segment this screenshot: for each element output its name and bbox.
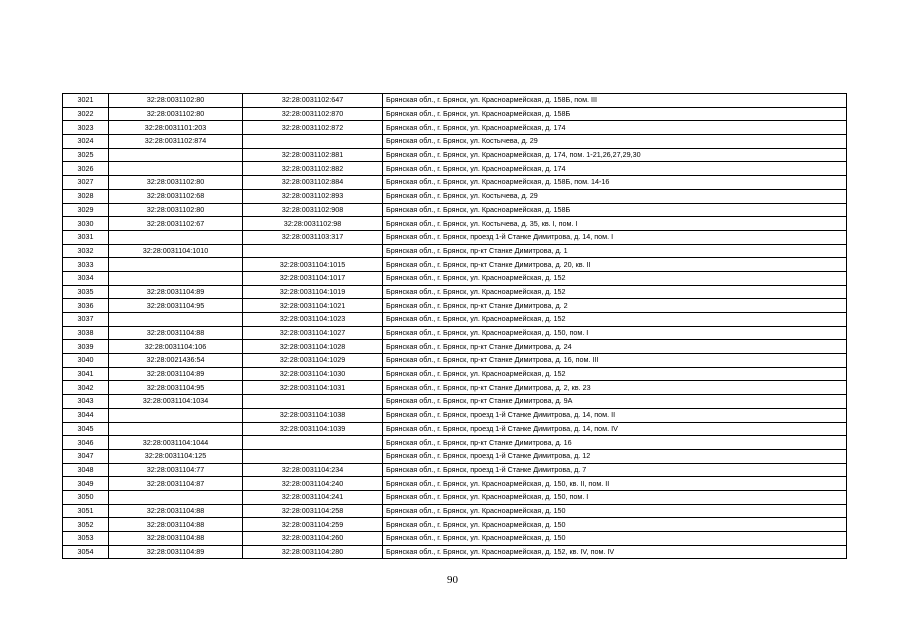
land-cadastral-number-cell: 32:28:0031104:1010 [109, 244, 243, 258]
row-number-cell: 3032 [63, 244, 109, 258]
address-cell: Брянская обл., г. Брянск, проезд 1-й Станке Димитрова, д. 14, пом. IV [383, 422, 847, 436]
land-cadastral-number-cell: 32:28:0031104:95 [109, 299, 243, 313]
table-row [63, 326, 847, 340]
row-number-cell: 3039 [63, 340, 109, 354]
address-cell: Брянская обл., г. Брянск, ул. Красноармейская, д. 150, пом. I [383, 326, 847, 340]
address-cell: Брянская обл., г. Брянск, ул. Красноармейская, д. 150, кв. II, пом. II [383, 477, 847, 491]
table-row [63, 299, 847, 313]
table-body [63, 94, 847, 559]
address-cell: Брянская обл., г. Брянск, пр-кт Станке Димитрова, д. 1 [383, 244, 847, 258]
table-row [63, 395, 847, 409]
land-cadastral-number-cell: 32:28:0031102:80 [109, 94, 243, 108]
table-row [63, 121, 847, 135]
row-number-cell: 3036 [63, 299, 109, 313]
row-number-cell: 3047 [63, 449, 109, 463]
row-number-cell: 3034 [63, 271, 109, 285]
object-cadastral-number-cell: 32:28:0031104:240 [243, 477, 383, 491]
land-cadastral-number-cell: 32:28:0031104:95 [109, 381, 243, 395]
table-row [63, 313, 847, 327]
object-cadastral-number-cell: 32:28:0031104:1030 [243, 367, 383, 381]
table-row [63, 285, 847, 299]
object-cadastral-number-cell [243, 449, 383, 463]
document-page [62, 93, 846, 559]
row-number-cell: 3045 [63, 422, 109, 436]
address-cell: Брянская обл., г. Брянск, ул. Костычева, д. 29 [383, 135, 847, 149]
address-cell: Брянская обл., г. Брянск, ул. Красноармейская, д. 158Б, пом. 14-16 [383, 176, 847, 190]
table-row [63, 408, 847, 422]
land-cadastral-number-cell: 32:28:0031104:1044 [109, 436, 243, 450]
address-cell: Брянская обл., г. Брянск, ул. Красноармейская, д. 152 [383, 285, 847, 299]
object-cadastral-number-cell: 32:28:0031102:98 [243, 217, 383, 231]
object-cadastral-number-cell: 32:28:0031104:241 [243, 490, 383, 504]
object-cadastral-number-cell: 32:28:0031104:280 [243, 545, 383, 559]
land-cadastral-number-cell: 32:28:0031101:203 [109, 121, 243, 135]
table-row [63, 463, 847, 477]
object-cadastral-number-cell: 32:28:0031102:884 [243, 176, 383, 190]
row-number-cell: 3049 [63, 477, 109, 491]
land-cadastral-number-cell: 32:28:0031104:88 [109, 532, 243, 546]
table-row [63, 244, 847, 258]
row-number-cell: 3050 [63, 490, 109, 504]
land-cadastral-number-cell: 32:28:0031102:874 [109, 135, 243, 149]
row-number-cell: 3054 [63, 545, 109, 559]
object-cadastral-number-cell: 32:28:0031102:893 [243, 189, 383, 203]
table-row [63, 176, 847, 190]
row-number-cell: 3027 [63, 176, 109, 190]
table-row [63, 477, 847, 491]
object-cadastral-number-cell: 32:28:0031104:1031 [243, 381, 383, 395]
row-number-cell: 3021 [63, 94, 109, 108]
table-row [63, 148, 847, 162]
address-cell: Брянская обл., г. Брянск, пр-кт Станке Димитрова, д. 9А [383, 395, 847, 409]
object-cadastral-number-cell: 32:28:0031103:317 [243, 230, 383, 244]
address-cell: Брянская обл., г. Брянск, ул. Костычева, д. 35, кв. I, пом. I [383, 217, 847, 231]
row-number-cell: 3038 [63, 326, 109, 340]
land-cadastral-number-cell: 32:28:0031102:68 [109, 189, 243, 203]
row-number-cell: 3023 [63, 121, 109, 135]
object-cadastral-number-cell: 32:28:0031102:881 [243, 148, 383, 162]
row-number-cell: 3051 [63, 504, 109, 518]
table-row [63, 340, 847, 354]
land-cadastral-number-cell [109, 313, 243, 327]
address-cell: Брянская обл., г. Брянск, ул. Красноармейская, д. 174, пом. 1-21,26,27,29,30 [383, 148, 847, 162]
address-cell: Брянская обл., г. Брянск, пр-кт Станке Димитрова, д. 2 [383, 299, 847, 313]
land-cadastral-number-cell: 32:28:0031104:89 [109, 367, 243, 381]
row-number-cell: 3035 [63, 285, 109, 299]
page-number: 90 [447, 574, 458, 586]
address-cell: Брянская обл., г. Брянск, ул. Красноармейская, д. 158Б, пом. III [383, 94, 847, 108]
row-number-cell: 3025 [63, 148, 109, 162]
table-row [63, 504, 847, 518]
object-cadastral-number-cell: 32:28:0031102:647 [243, 94, 383, 108]
land-cadastral-number-cell: 32:28:0031104:1034 [109, 395, 243, 409]
address-cell: Брянская обл., г. Брянск, пр-кт Станке Димитрова, д. 20, кв. II [383, 258, 847, 272]
address-cell: Брянская обл., г. Брянск, проезд 1-й Станке Димитрова, д. 12 [383, 449, 847, 463]
row-number-cell: 3022 [63, 107, 109, 121]
table-row [63, 545, 847, 559]
row-number-cell: 3041 [63, 367, 109, 381]
table-row [63, 354, 847, 368]
land-cadastral-number-cell: 32:28:0031104:77 [109, 463, 243, 477]
land-cadastral-number-cell [109, 148, 243, 162]
address-cell: Брянская обл., г. Брянск, ул. Красноармейская, д. 158Б [383, 107, 847, 121]
object-cadastral-number-cell: 32:28:0031104:259 [243, 518, 383, 532]
address-cell: Брянская обл., г. Брянск, ул. Костычева, д. 29 [383, 189, 847, 203]
row-number-cell: 3044 [63, 408, 109, 422]
object-cadastral-number-cell: 32:28:0031104:1038 [243, 408, 383, 422]
table-row [63, 135, 847, 149]
land-cadastral-number-cell: 32:28:0031102:80 [109, 203, 243, 217]
land-cadastral-number-cell [109, 162, 243, 176]
object-cadastral-number-cell [243, 436, 383, 450]
address-cell: Брянская обл., г. Брянск, ул. Красноармейская, д. 152 [383, 367, 847, 381]
land-cadastral-number-cell: 32:28:0031104:89 [109, 285, 243, 299]
address-cell: Брянская обл., г. Брянск, пр-кт Станке Димитрова, д. 24 [383, 340, 847, 354]
row-number-cell: 3028 [63, 189, 109, 203]
table-row [63, 162, 847, 176]
land-cadastral-number-cell: 32:28:0031102:80 [109, 107, 243, 121]
address-cell: Брянская обл., г. Брянск, пр-кт Станке Димитрова, д. 2, кв. 23 [383, 381, 847, 395]
land-cadastral-number-cell: 32:28:0031102:80 [109, 176, 243, 190]
row-number-cell: 3046 [63, 436, 109, 450]
object-cadastral-number-cell: 32:28:0031104:1023 [243, 313, 383, 327]
address-cell: Брянская обл., г. Брянск, проезд 1-й Станке Димитрова, д. 7 [383, 463, 847, 477]
address-cell: Брянская обл., г. Брянск, ул. Красноармейская, д. 150, пом. I [383, 490, 847, 504]
table-row [63, 490, 847, 504]
land-cadastral-number-cell: 32:28:0031104:88 [109, 518, 243, 532]
row-number-cell: 3024 [63, 135, 109, 149]
table-row [63, 381, 847, 395]
table-row [63, 258, 847, 272]
address-cell: Брянская обл., г. Брянск, проезд 1-й Станке Димитрова, д. 14, пом. I [383, 230, 847, 244]
row-number-cell: 3048 [63, 463, 109, 477]
table-row [63, 436, 847, 450]
row-number-cell: 3052 [63, 518, 109, 532]
land-cadastral-number-cell [109, 490, 243, 504]
table-row [63, 518, 847, 532]
object-cadastral-number-cell: 32:28:0031102:882 [243, 162, 383, 176]
address-cell: Брянская обл., г. Брянск, ул. Красноармейская, д. 152, кв. IV, пом. IV [383, 545, 847, 559]
object-cadastral-number-cell: 32:28:0031104:1029 [243, 354, 383, 368]
row-number-cell: 3026 [63, 162, 109, 176]
address-cell: Брянская обл., г. Брянск, ул. Красноармейская, д. 150 [383, 532, 847, 546]
land-cadastral-number-cell: 32:28:0031104:106 [109, 340, 243, 354]
table-row [63, 94, 847, 108]
land-cadastral-number-cell: 32:28:0031104:89 [109, 545, 243, 559]
address-cell: Брянская обл., г. Брянск, ул. Красноармейская, д. 158Б [383, 203, 847, 217]
land-cadastral-number-cell: 32:28:0031104:87 [109, 477, 243, 491]
table-row [63, 532, 847, 546]
object-cadastral-number-cell: 32:28:0031104:1017 [243, 271, 383, 285]
object-cadastral-number-cell: 32:28:0031104:258 [243, 504, 383, 518]
land-cadastral-number-cell [109, 258, 243, 272]
land-cadastral-number-cell: 32:28:0031104:88 [109, 504, 243, 518]
row-number-cell: 3042 [63, 381, 109, 395]
object-cadastral-number-cell [243, 395, 383, 409]
table-row [63, 449, 847, 463]
object-cadastral-number-cell [243, 244, 383, 258]
object-cadastral-number-cell: 32:28:0031104:1019 [243, 285, 383, 299]
address-cell: Брянская обл., г. Брянск, ул. Красноармейская, д. 174 [383, 121, 847, 135]
object-cadastral-number-cell: 32:28:0031104:1021 [243, 299, 383, 313]
address-cell: Брянская обл., г. Брянск, ул. Красноармейская, д. 152 [383, 271, 847, 285]
table-row [63, 422, 847, 436]
land-cadastral-number-cell: 32:28:0031104:88 [109, 326, 243, 340]
table-row [63, 367, 847, 381]
property-register-table [62, 93, 847, 559]
table-row [63, 107, 847, 121]
land-cadastral-number-cell [109, 408, 243, 422]
row-number-cell: 3053 [63, 532, 109, 546]
address-cell: Брянская обл., г. Брянск, ул. Красноармейская, д. 174 [383, 162, 847, 176]
object-cadastral-number-cell [243, 135, 383, 149]
address-cell: Брянская обл., г. Брянск, проезд 1-й Станке Димитрова, д. 14, пом. II [383, 408, 847, 422]
row-number-cell: 3040 [63, 354, 109, 368]
table-row [63, 230, 847, 244]
land-cadastral-number-cell: 32:28:0031104:125 [109, 449, 243, 463]
land-cadastral-number-cell [109, 422, 243, 436]
table-row [63, 189, 847, 203]
row-number-cell: 3029 [63, 203, 109, 217]
address-cell: Брянская обл., г. Брянск, ул. Красноармейская, д. 152 [383, 313, 847, 327]
address-cell: Брянская обл., г. Брянск, ул. Красноармейская, д. 150 [383, 504, 847, 518]
object-cadastral-number-cell: 32:28:0031104:260 [243, 532, 383, 546]
row-number-cell: 3037 [63, 313, 109, 327]
land-cadastral-number-cell: 32:28:0031102:67 [109, 217, 243, 231]
address-cell: Брянская обл., г. Брянск, пр-кт Станке Димитрова, д. 16 [383, 436, 847, 450]
land-cadastral-number-cell [109, 230, 243, 244]
object-cadastral-number-cell: 32:28:0031104:1028 [243, 340, 383, 354]
table-row [63, 217, 847, 231]
table-row [63, 271, 847, 285]
object-cadastral-number-cell: 32:28:0031102:872 [243, 121, 383, 135]
address-cell: Брянская обл., г. Брянск, ул. Красноармейская, д. 150 [383, 518, 847, 532]
row-number-cell: 3043 [63, 395, 109, 409]
object-cadastral-number-cell: 32:28:0031104:1015 [243, 258, 383, 272]
object-cadastral-number-cell: 32:28:0031102:870 [243, 107, 383, 121]
row-number-cell: 3030 [63, 217, 109, 231]
object-cadastral-number-cell: 32:28:0031104:1039 [243, 422, 383, 436]
object-cadastral-number-cell: 32:28:0031104:1027 [243, 326, 383, 340]
row-number-cell: 3031 [63, 230, 109, 244]
land-cadastral-number-cell: 32:28:0021436:54 [109, 354, 243, 368]
object-cadastral-number-cell: 32:28:0031102:908 [243, 203, 383, 217]
address-cell: Брянская обл., г. Брянск, пр-кт Станке Димитрова, д. 16, пом. III [383, 354, 847, 368]
table-row [63, 203, 847, 217]
object-cadastral-number-cell: 32:28:0031104:234 [243, 463, 383, 477]
row-number-cell: 3033 [63, 258, 109, 272]
land-cadastral-number-cell [109, 271, 243, 285]
